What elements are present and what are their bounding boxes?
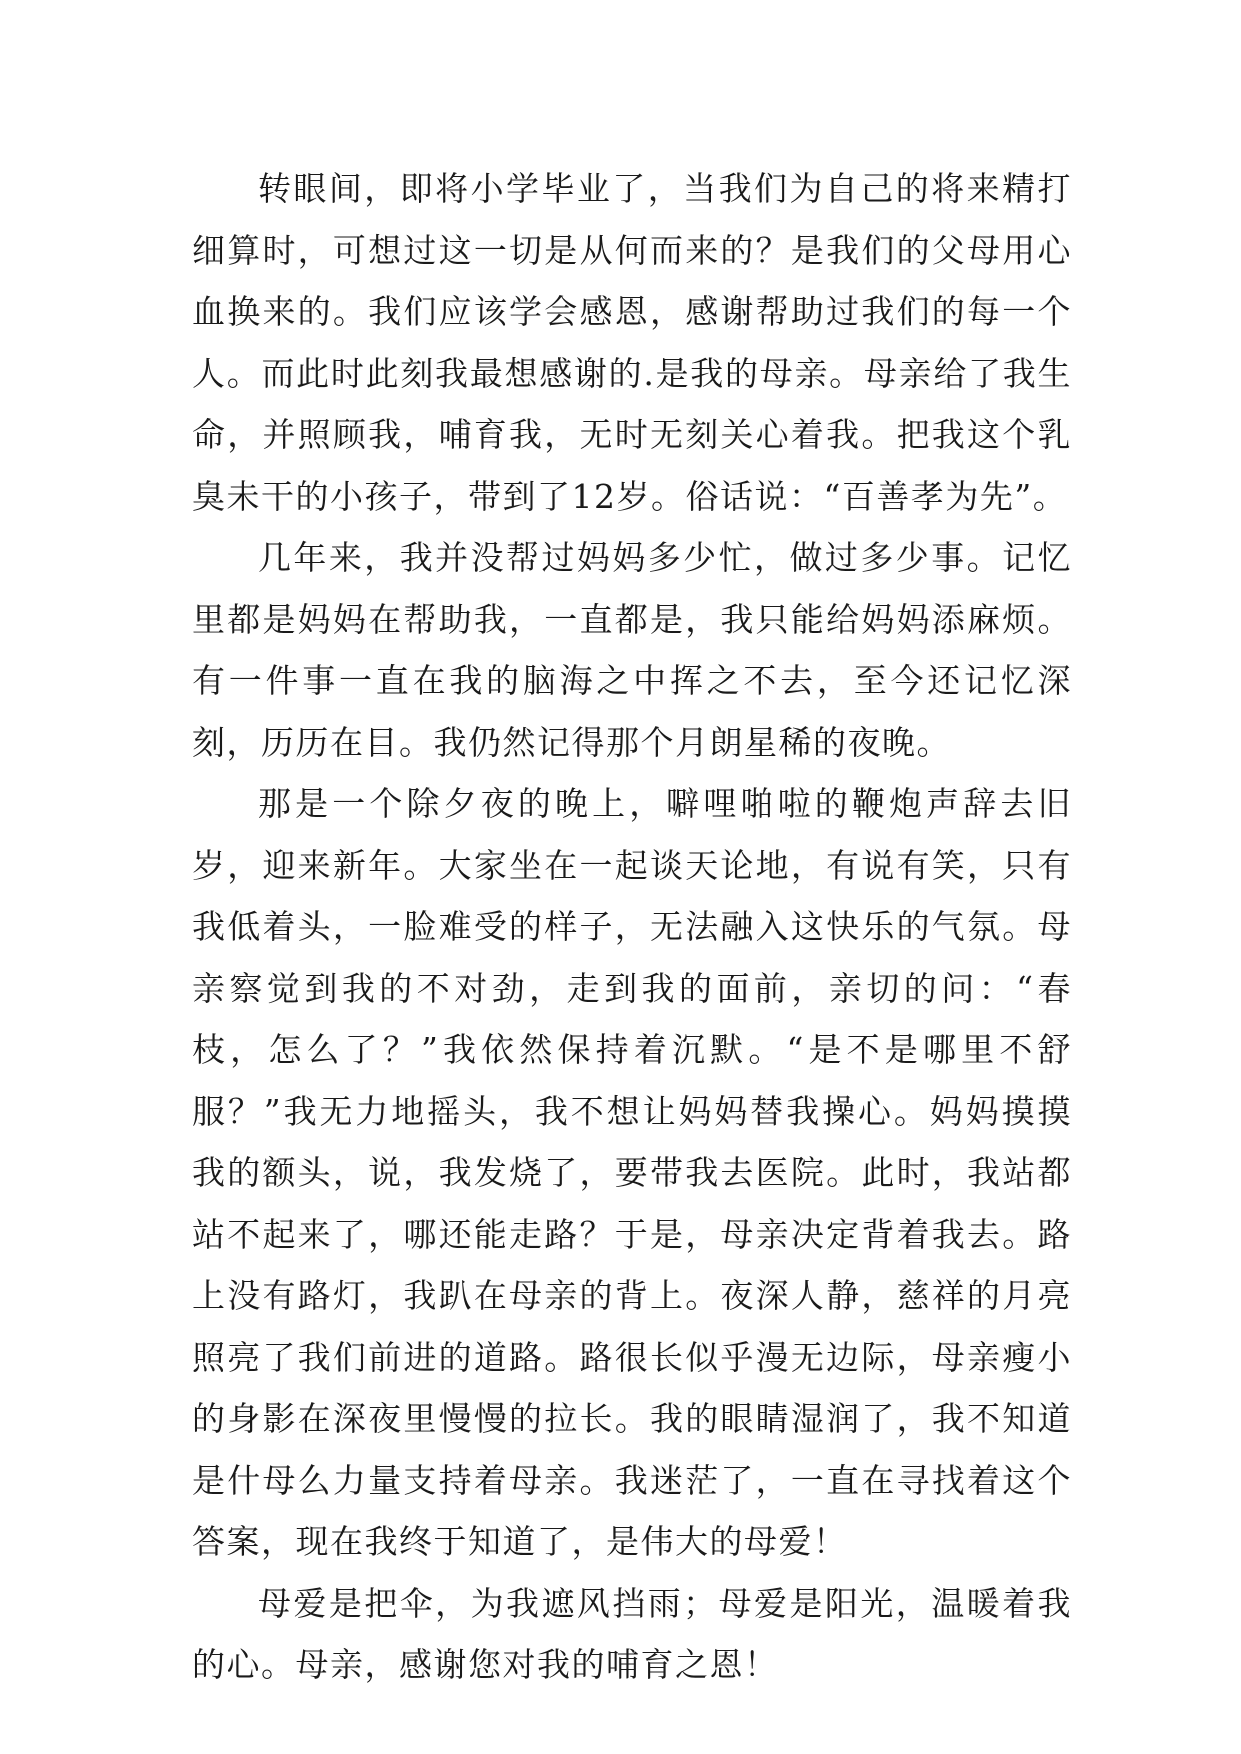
paragraph-2: 几年来，我并没帮过妈妈多少忙，做过多少事。记忆里都是妈妈在帮助我，一直都是，我只能给妈妈添麻烦。有一件事一直在我的脑海之中挥之不去，至今还记忆深刻，历历在目。我仍然记得那个月朗星稀的夜晚。 xyxy=(192,538,1072,762)
paragraph-4: 母爱是把伞，为我遮风挡雨；母爱是阳光，温暖着我的心。母亲，感谢您对我的哺育之恩！ xyxy=(192,1583,1072,1684)
paragraph-3: 那是一个除夕夜的晚上，噼哩啪啦的鞭炮声辞去旧岁，迎来新年。大家坐在一起谈天论地，有说有笑，只有我低着头，一脸难受的样子，无法融入这快乐的气氛。母亲察觉到我的不对劲，走到我的面前，亲切的问：“春枝，怎么了？”我依然保持着沉默。“是不是哪里不舒服？”我无力地摇头，我不想让妈妈替我操心。妈妈摸摸我的额头，说，我发烧了，要带我去医院。此时，我站都站不起来了，哪还能走路？于是，母亲决定背着我去。路上没有路灯，我趴在母亲的背上。夜深人静，慈祥的月亮照亮了我们前进的道路。路很长似乎漫无边际，母亲瘦小的身影在深夜里慢慢的拉长。我的眼睛湿润了，我不知道是什母么力量支持着母亲。我迷茫了，一直在寻找着这个答案，现在我终于知道了，是伟大的母爱！ xyxy=(192,784,1072,1561)
essay-body xyxy=(192,158,1072,1696)
paragraph-1: 转眼间，即将小学毕业了，当我们为自己的将来精打细算时，可想过这一切是从何而来的？是我们的父母用心血换来的。我们应该学会感恩，感谢帮助过我们的每一个人。而此时此刻我最想感谢的.是我的母亲。母亲给了我生命，并照顾我，哺育我，无时无刻关心着我。把我这个乳臭未干的小孩子，带到了12岁。俗话说：“百善孝为先”。 xyxy=(192,169,1072,516)
